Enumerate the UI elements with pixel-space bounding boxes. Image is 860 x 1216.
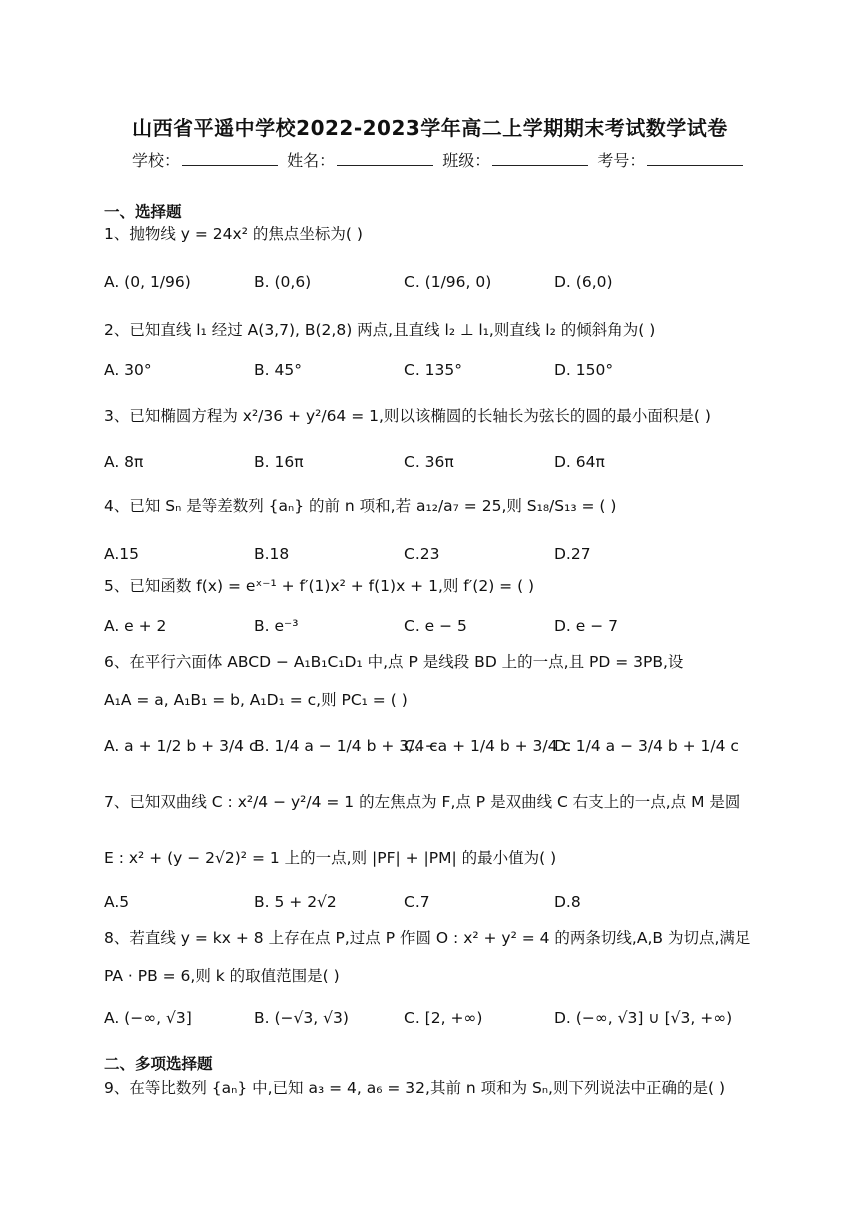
question-7-line-2: E : x² + (y − 2√2)² = 1 上的一点,则 |PF| + |PM| 的最小值为( ) <box>104 849 557 867</box>
question-1: 1、抛物线 y = 24x² 的焦点坐标为( ) <box>104 225 363 243</box>
student-info-line <box>132 148 747 171</box>
option-d: D. 150° <box>554 361 614 379</box>
option-a: A. 30° <box>104 361 152 379</box>
option-b: B. 45° <box>254 361 302 379</box>
option-c: C. e − 5 <box>404 617 467 635</box>
option-d: D. (6,0) <box>554 273 613 291</box>
option-a: A. 8π <box>104 453 144 471</box>
option-a: A. (0, 1/96) <box>104 273 191 291</box>
option-a: A. a + 1/2 b + 3/4 c <box>104 737 258 755</box>
option-d: D. 64π <box>554 453 605 471</box>
option-b: B. (0,6) <box>254 273 312 291</box>
option-c: C.23 <box>404 545 440 563</box>
option-b: B. e⁻³ <box>254 617 299 635</box>
section-heading-multi-choice: 二、多项选择题 <box>104 1055 213 1073</box>
option-b: B.18 <box>254 545 290 563</box>
option-a: A.5 <box>104 893 130 911</box>
option-d: D. (−∞, √3] ∪ [√3, +∞) <box>554 1009 733 1027</box>
question-8-line-2: PA · PB = 6,则 k 的取值范围是( ) <box>104 967 340 985</box>
option-c: C.7 <box>404 893 430 911</box>
question-7-line-1: 7、已知双曲线 C : x²/4 − y²/4 = 1 的左焦点为 F,点 P 是双曲线 C 右支上的一点,点 M 是圆 <box>104 793 741 811</box>
question-9: 9、在等比数列 {aₙ} 中,已知 a₃ = 4, a₆ = 32,其前 n 项和为 Sₙ,则下列说法中正确的是( ) <box>104 1079 726 1097</box>
option-b: B. (−√3, √3) <box>254 1009 349 1027</box>
option-b: B. 16π <box>254 453 304 471</box>
number-blank[interactable] <box>647 153 743 166</box>
option-c: C. 36π <box>404 453 454 471</box>
section-heading-choice: 一、选择题 <box>104 203 182 221</box>
question-3: 3、已知椭圆方程为 x²/36 + y²/64 = 1,则以该椭圆的长轴长为弦长的圆的最小面积是( ) <box>104 407 711 425</box>
number-label: 考号： <box>597 151 646 170</box>
name-label: 姓名： <box>287 151 336 170</box>
option-c: C. −a + 1/4 b + 3/4 c <box>404 737 571 755</box>
option-a: A. e + 2 <box>104 617 167 635</box>
question-2: 2、已知直线 l₁ 经过 A(3,7), B(2,8) 两点,且直线 l₂ ⊥ l₁,则直线 l₂ 的倾斜角为( ) <box>104 321 656 339</box>
option-a: A.15 <box>104 545 139 563</box>
class-blank[interactable] <box>492 153 588 166</box>
option-d: D.27 <box>554 545 591 563</box>
question-6-line-2: A₁A = a, A₁B₁ = b, A₁D₁ = c,则 PC₁ = ( ) <box>104 691 408 709</box>
option-d: D. 1/4 a − 3/4 b + 1/4 c <box>554 737 739 755</box>
school-blank[interactable] <box>182 153 278 166</box>
class-label: 班级： <box>442 151 491 170</box>
name-blank[interactable] <box>337 153 433 166</box>
option-c: C. [2, +∞) <box>404 1009 483 1027</box>
option-c: C. (1/96, 0) <box>404 273 492 291</box>
question-6-line-1: 6、在平行六面体 ABCD − A₁B₁C₁D₁ 中,点 P 是线段 BD 上的一点,且 PD = 3PB,设 <box>104 653 684 671</box>
option-b: B. 1/4 a − 1/4 b + 3/4 c <box>254 737 438 755</box>
school-label: 学校： <box>132 151 181 170</box>
page-title: 山西省平遥中学校2022-2023学年高二上学期期末考试数学试卷 <box>132 116 728 140</box>
option-d: D.8 <box>554 893 581 911</box>
option-a: A. (−∞, √3] <box>104 1009 192 1027</box>
question-4: 4、已知 Sₙ 是等差数列 {aₙ} 的前 n 项和,若 a₁₂/a₇ = 25,则 S₁₈/S₁₃ = ( ) <box>104 497 617 515</box>
option-b: B. 5 + 2√2 <box>254 893 337 911</box>
option-d: D. e − 7 <box>554 617 619 635</box>
question-5: 5、已知函数 f(x) = eˣ⁻¹ + f′(1)x² + f(1)x + 1,则 f′(2) = ( ) <box>104 577 535 595</box>
question-8-line-1: 8、若直线 y = kx + 8 上存在点 P,过点 P 作圆 O : x² + y² = 4 的两条切线,A,B 为切点,满足 <box>104 929 751 947</box>
option-c: C. 135° <box>404 361 463 379</box>
